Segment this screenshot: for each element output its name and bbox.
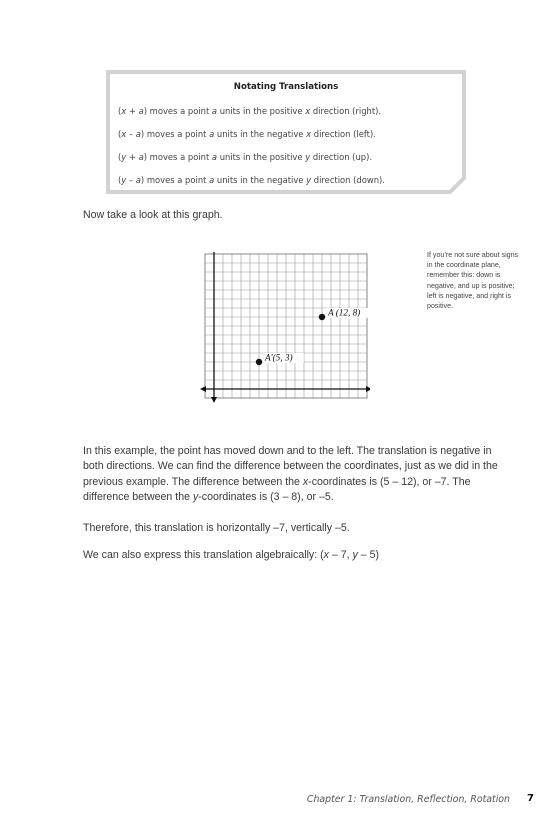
box-title: Notating Translations: [233, 82, 339, 92]
explanation-paragraph: In this example, the point has moved down and to the left. The translation is negative in both directions. We can find the difference between the coordinates, just as we did in the previous example. The difference between the x-coordinates is (5 – 12), or –7. The difference between the y-coordinates is (3 – 8), or –5.: [83, 445, 498, 504]
notating-translations-box: [106, 70, 466, 194]
x-axis-right-arrow: [366, 386, 370, 392]
point-a: [319, 314, 325, 320]
coordinate-graph: [200, 252, 370, 418]
point-a-prime: [256, 359, 262, 365]
chapter-footer: Chapter 1: Translation, Reflection, Rotation: [306, 794, 510, 805]
page-number: 7: [527, 793, 534, 804]
y-axis-down-arrow: [211, 397, 217, 403]
sidenote: If you’re not sure about signs in the coordinate plane, remember this: down is negative, and up is positive; left is negative, and right is positive.: [427, 251, 519, 311]
rule-y-plus: (y + a) moves a point a units in the positive y direction (up).: [118, 152, 373, 162]
summary-paragraph: Therefore, this translation is horizontally –7, vertically –5.: [83, 522, 350, 534]
point-label-a-prime: A′(5, 3): [265, 352, 293, 363]
rule-x-plus: (x + a) moves a point a units in the positive x direction (right).: [118, 106, 382, 116]
point-label-a: A (12, 8): [328, 307, 361, 318]
rule-x-minus: (x – a) moves a point a units in the negative x direction (left).: [118, 129, 376, 139]
rule-y-minus: (y – a) moves a point a units in the negative y direction (down).: [118, 175, 385, 185]
intro-text: Now take a look at this graph.: [83, 209, 223, 221]
algebraic-paragraph: We can also express this translation algebraically: (x – 7, y – 5): [83, 549, 379, 561]
x-axis-left-arrow: [200, 386, 206, 392]
